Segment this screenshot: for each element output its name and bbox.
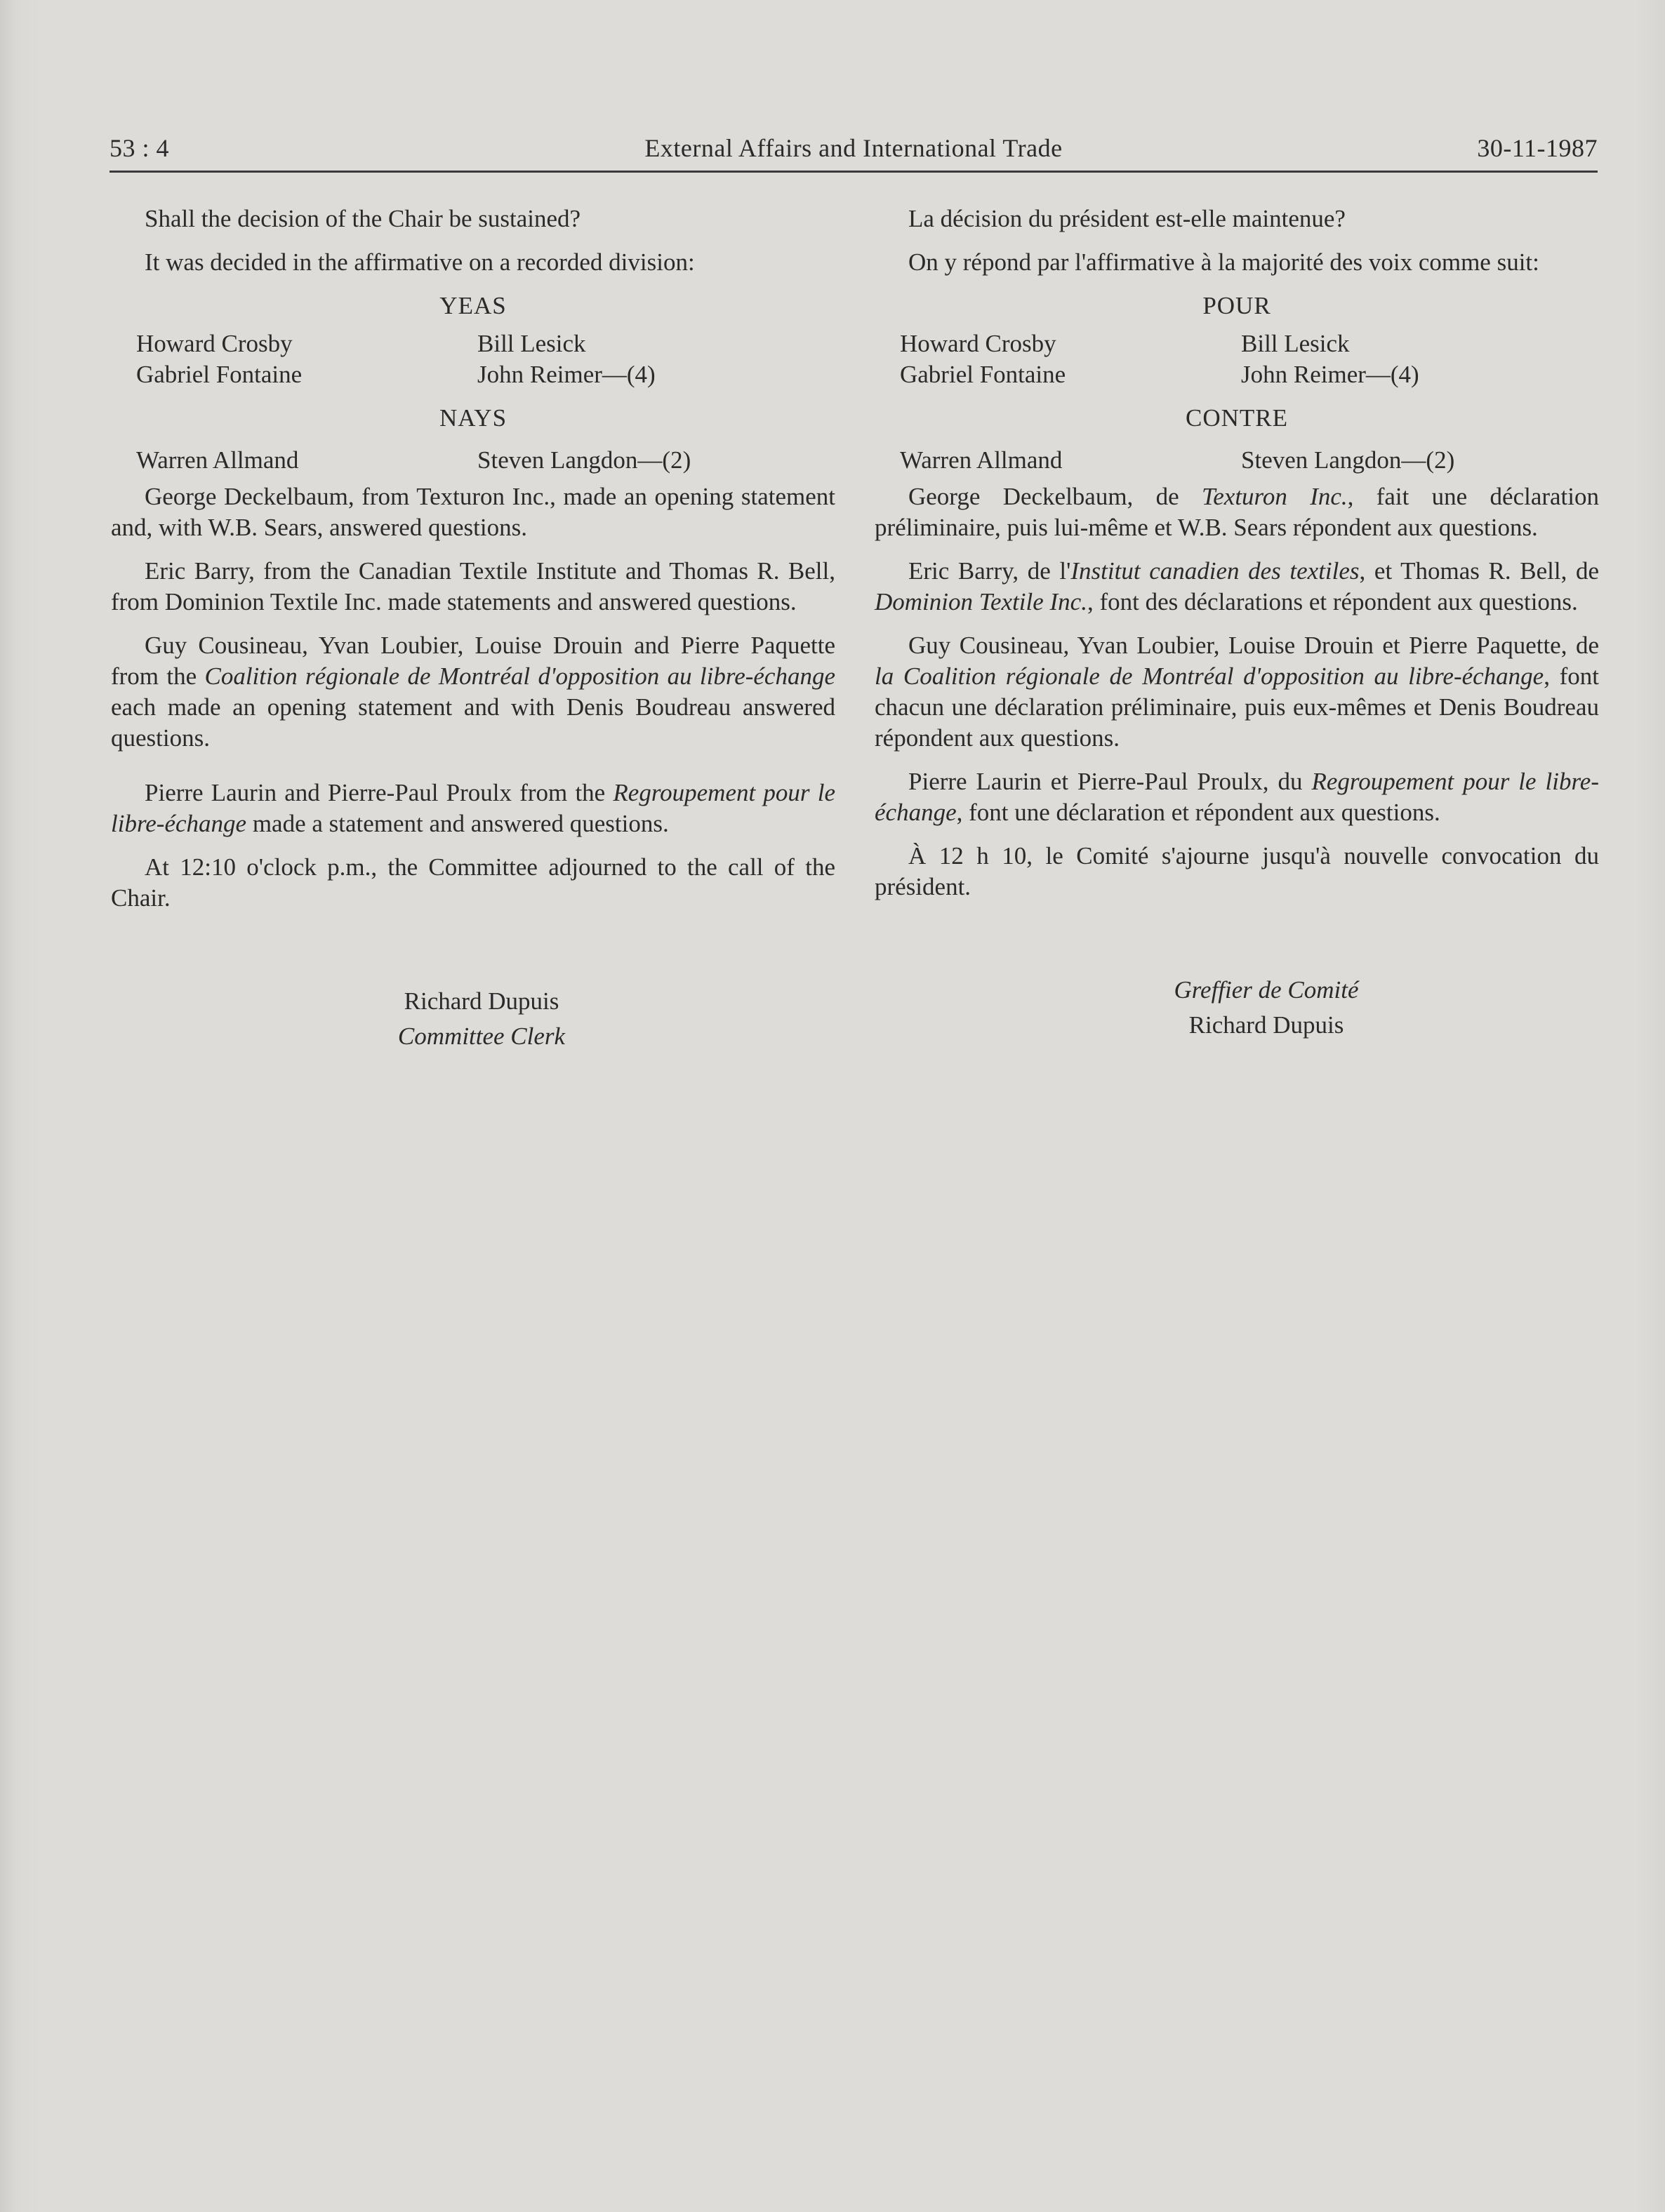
page-header [110,133,1598,173]
text-run: , font une déclaration et répondent aux questions. [956,799,1440,826]
vote-row [136,445,810,476]
text-run: Guy Cousineau, Yvan Loubier, Louise Drouin and Pierre Paquette from the [111,632,835,690]
nays-list [136,445,810,476]
member-name: Steven Langdon—(2) [1241,446,1455,474]
running-title: External Affairs and International Trade [644,134,1063,162]
english-paragraph: George Deckelbaum, from Texturon Inc., made an opening statement and, with W.B. Sears, answered questions. [111,483,835,541]
english-paragraph: Eric Barry, from the Canadian Textile Institute and Thomas R. Bell, from Dominion Textile Inc. made statements and answered questions. [111,557,835,615]
french-column [875,204,1599,1043]
text-run: George Deckelbaum, de [908,483,1202,510]
clerk-title [1056,973,1477,1008]
contre-list [900,445,1574,476]
italic-run: Coalition régionale de Montréal d'opposition au libre-échange [204,662,835,690]
french-paragraph [875,556,1599,618]
english-paragraph [111,778,835,839]
yeas-list [136,328,810,390]
vote-row [136,359,810,390]
french-paragraph [875,481,1599,543]
text-run: , fait une déclaration préliminaire, puis lui-même et W.B. Sears répondent aux questions. [875,483,1600,541]
clerk-name: Richard Dupuis [1188,1011,1344,1039]
vote-row [900,359,1574,390]
text-run: Pierre Laurin and Pierre-Paul Proulx from the [145,779,613,806]
contre-heading: CONTRE [1186,404,1288,432]
member-name: Howard Crosby [900,330,1056,357]
french-paragraph: À 12 h 10, le Comité s'ajourne jusqu'à nouvelle convocation du président. [875,842,1599,900]
member-name: Gabriel Fontaine [900,361,1066,388]
english-signature [111,984,692,1054]
text-run: each made an opening statement and with Denis Boudreau answered questions. [111,693,835,752]
member-name: Gabriel Fontaine [136,361,303,388]
italic-run: Institut canadien des textiles [1070,557,1360,585]
english-column [111,204,835,1054]
text-run: , et Thomas R. Bell, de [1359,557,1599,585]
english-paragraph: It was decided in the affirmative on a recorded division: [145,248,695,276]
italic-run: Regroupement pour le libre-échange [875,768,1599,826]
italic-run: Regroupement pour le libre-échange [111,779,835,837]
member-name: John Reimer—(4) [1241,361,1419,388]
text-run: Guy Cousineau, Yvan Loubier, Louise Drouin et Pierre Paquette, de [908,632,1599,659]
yeas-heading: YEAS [439,292,507,319]
nays-heading: NAYS [439,404,508,432]
english-paragraph [111,630,835,754]
clerk-title-text: Greffier de Comité [1174,976,1359,1004]
italic-run: la Coalition régionale de Montréal d'opposition au libre-échange [875,662,1544,690]
member-name: Warren Allmand [136,446,299,474]
vote-row [900,328,1574,359]
french-paragraph: La décision du président est-elle maintenue? [908,205,1346,232]
text-run: , font des déclarations et répondent aux questions. [1087,588,1578,615]
clerk-title [271,1019,692,1054]
french-paragraph [875,630,1599,754]
french-signature [875,973,1477,1043]
clerk-title-text: Committee Clerk [397,1022,566,1050]
member-name: Bill Lesick [1241,330,1350,357]
vote-row [136,328,810,359]
english-paragraph: At 12:10 o'clock p.m., the Committee adjourned to the call of the Chair. [111,853,835,912]
member-name: Warren Allmand [900,446,1063,474]
italic-run: Dominion Textile Inc. [875,588,1087,615]
member-name: Howard Crosby [136,330,293,357]
pour-heading: POUR [1202,292,1271,319]
header-rule [110,171,1598,173]
text-run: , font chacun une déclaration préliminaire, puis eux-mêmes et Denis Boudreau répondent aux questions. [875,662,1599,752]
english-paragraph: Shall the decision of the Chair be sustained? [145,205,581,232]
page-number: 53 : 4 [110,134,170,162]
text-run: Eric Barry, de l' [908,557,1071,585]
text-run: Pierre Laurin et Pierre-Paul Proulx, du [908,768,1312,795]
french-paragraph: On y répond par l'affirmative à la majorité des voix comme suit: [908,248,1539,276]
italic-run: Texturon Inc. [1202,483,1348,510]
member-name: Steven Langdon—(2) [477,446,691,474]
french-paragraph [875,766,1599,828]
vote-row [900,445,1574,476]
member-name: John Reimer—(4) [477,361,656,388]
member-name: Bill Lesick [477,330,586,357]
header-date: 30-11-1987 [1477,134,1598,162]
pour-list [900,328,1574,390]
text-run: made a statement and answered questions. [246,810,669,837]
clerk-name: Richard Dupuis [404,987,559,1015]
